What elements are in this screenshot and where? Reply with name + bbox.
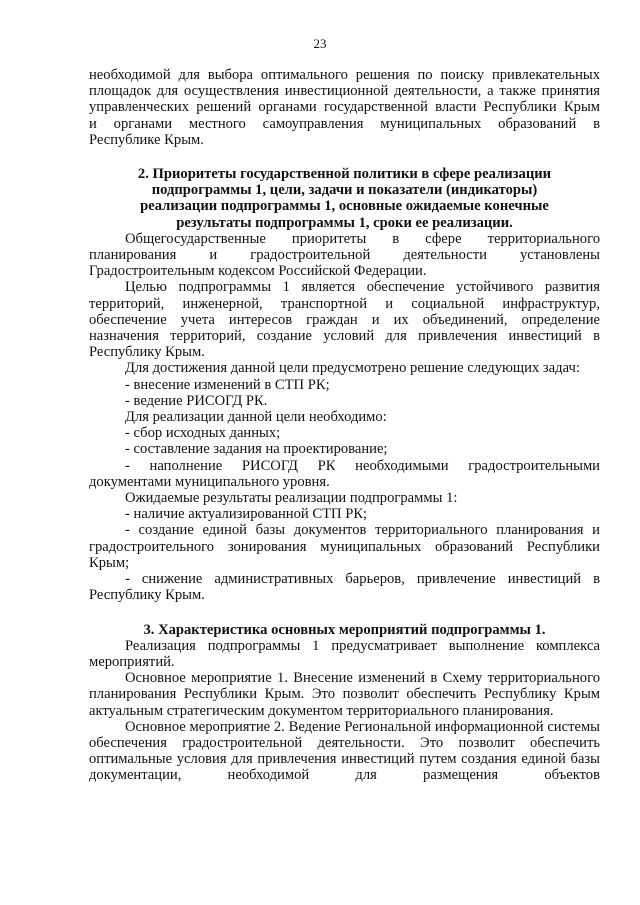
page-number: 23	[313, 36, 327, 51]
section-heading-line: 2. Приоритеты государственной политики в сфере реализации	[137, 166, 552, 183]
intro-line: и органами местного самоуправления муниципальных образований в	[89, 115, 600, 132]
paragraph: Для достижения данной цели предусмотрено решение следующих задач:	[125, 360, 580, 377]
section-heading-line: результаты подпрограммы 1, сроки ее реализации.	[176, 214, 513, 231]
task-item: - внесение изменений в СТП РК;	[125, 376, 330, 393]
result-item: - создание единой базы документов территориального планирования и градостроительного зонирования муниципальных образований Республики Крым;	[89, 522, 600, 571]
paragraph: Для реализации данной цели необходимо:	[125, 409, 387, 426]
paragraph: Реализация подпрограммы 1 предусматривает выполнение комплекса мероприятий.	[89, 637, 600, 670]
intro-line: управленческих решений органами государственной власти Республики Крым	[89, 99, 600, 116]
document-body	[89, 67, 600, 784]
result-item: - снижение административных барьеров, привлечение инвестиций в Республику Крым.	[89, 571, 600, 604]
section-heading-line: реализации подпрограммы 1, основные ожидаемые конечные	[140, 198, 549, 215]
requirement-item: - наполнение РИСОГД РК необходимыми градостроительными документами муниципального уровня.	[89, 457, 600, 490]
paragraph: Ожидаемые результаты реализации подпрограммы 1:	[125, 490, 458, 507]
requirement-item: - сбор исходных данных;	[125, 425, 281, 442]
intro-paragraph	[89, 67, 600, 148]
result-item: - наличие актуализированной СТП РК;	[125, 506, 368, 523]
task-item: - ведение РИСОГД РК.	[125, 392, 268, 409]
section-3-heading: 3. Характеристика основных мероприятий подпрограммы 1.	[143, 621, 546, 638]
intro-line: Республике Крым.	[89, 131, 204, 148]
section-2-heading	[89, 166, 600, 231]
requirement-item: - составление задания на проектирование;	[125, 441, 388, 458]
section-heading-line: подпрограммы 1, цели, задачи и показатели (индикаторы)	[151, 182, 538, 199]
paragraph: Целью подпрограммы 1 является обеспечение устойчивого развития территорий, инженерной, транспортной и социальной инфраструктур, обеспечение учета интересов граждан и их объединений, определение назначения территорий, создание условий для привлечения инвестиций в Республику Крым.	[89, 279, 600, 361]
paragraph: Основное мероприятие 1. Внесение изменений в Схему территориального планирования Республики Крым. Это позволит обеспечить Республику Крым актуальным стратегическим документом территориального планирования.	[89, 670, 600, 719]
paragraph: Основное мероприятие 2. Ведение Региональной информационной системы обеспечения градостроительной деятельности. Это позволит обеспечить оптимальные условия для привлечения инвестиций путем создания единой базы документации, необходимой для размещения объектов	[89, 718, 600, 784]
intro-line: необходимой для выбора оптимального решения по поиску привлекательных	[89, 67, 600, 83]
intro-line: площадок для осуществления инвестиционной деятельности, а также принятия	[89, 83, 600, 100]
paragraph: Общегосударственные приоритеты в сфере территориального планирования и градостроительной деятельности установлены Градостроительным кодексом Российской Федерации.	[89, 230, 600, 280]
